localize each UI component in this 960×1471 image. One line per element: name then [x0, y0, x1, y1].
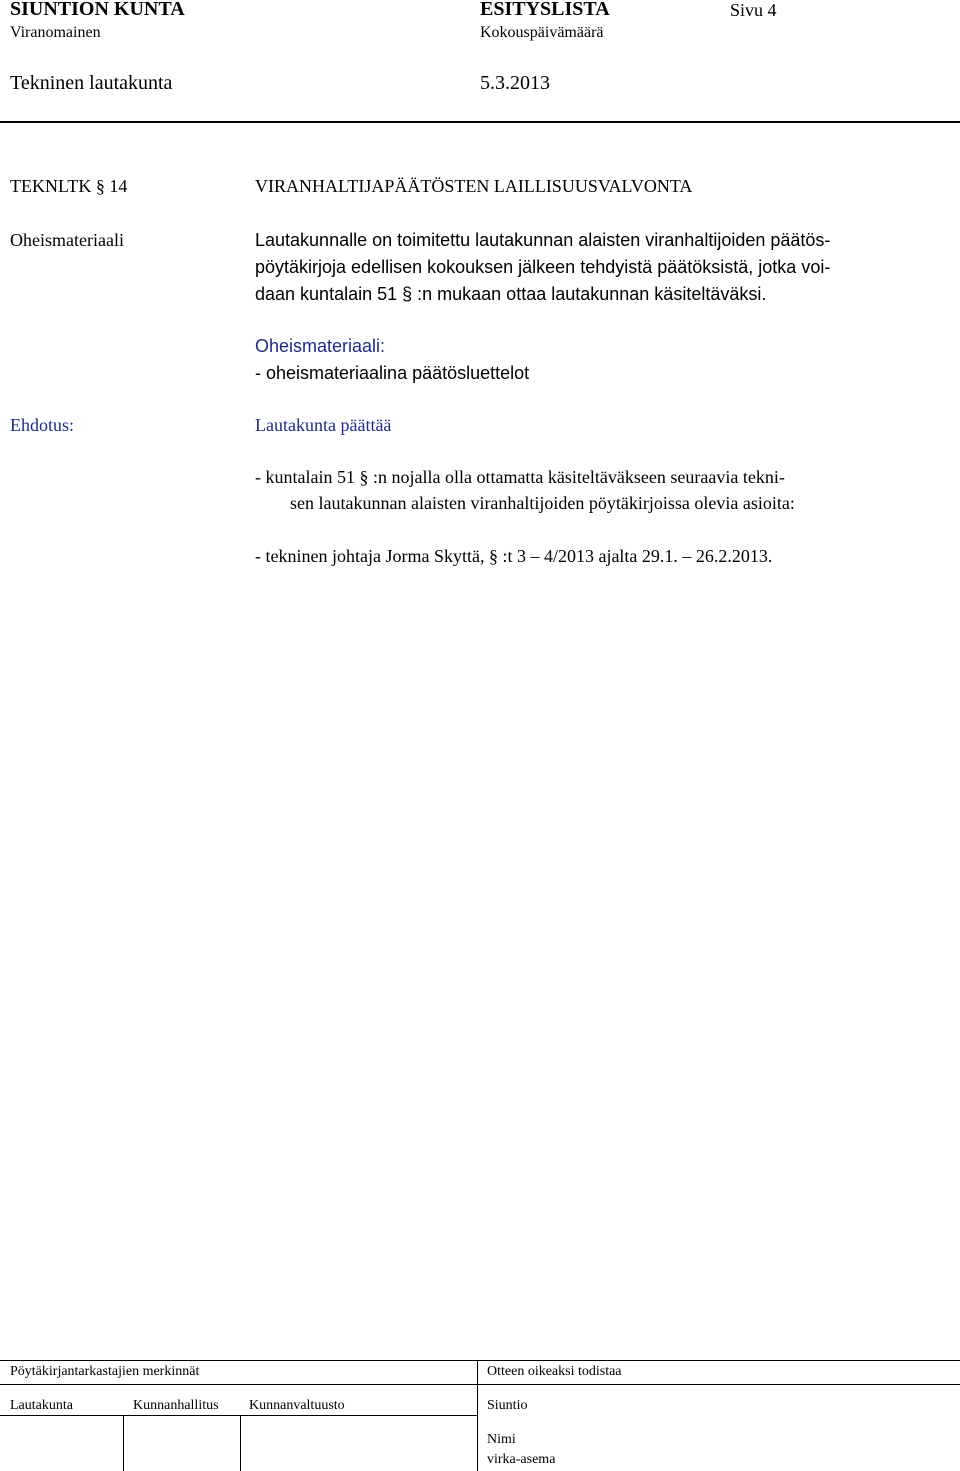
footer-divider-1 [123, 1415, 124, 1471]
reviewers-label: Pöytäkirjantarkastajien merkinnät [10, 1364, 200, 1379]
document-type: ESITYSLISTA [480, 0, 610, 20]
certified-label: Otteen oikeaksi todistaa [487, 1364, 622, 1379]
footer-col-executive: Kunnanhallitus [133, 1398, 219, 1413]
section-number: TEKNLTK § 14 [10, 176, 128, 196]
page-number: Sivu 4 [730, 0, 777, 20]
attachment-heading: Oheismateriaali: [255, 336, 386, 356]
attachment-item: - oheismateriaalina päätösluettelot [255, 363, 530, 383]
footer-place: Siuntio [487, 1398, 528, 1413]
municipality-name: SIUNTION KUNTA [10, 0, 185, 20]
attachment-label: Oheismateriaali [10, 230, 124, 250]
meeting-date-label: Kokouspäivämäärä [480, 24, 604, 41]
footer-position-label: virka-asema [487, 1452, 556, 1467]
authority-name: Tekninen lautakunta [10, 72, 173, 94]
body-line-1: Lautakunnalle on toimitettu lautakunnan alaisten viranhaltijoiden päätös- [255, 230, 831, 250]
header-divider [0, 121, 960, 123]
footer-top-rule [0, 1360, 960, 1361]
footer-divider-main [477, 1360, 478, 1471]
section-title: VIRANHALTIJAPÄÄTÖSTEN LAILLISUUSVALVONTA [255, 176, 693, 196]
footer-col-board: Lautakunta [10, 1398, 73, 1413]
decision-item-1-line-1: - kuntalain 51 § :n nojalla olla ottamatta käsiteltäväkseen seuraavia tekni- [255, 467, 785, 487]
footer-col-council: Kunnanvaltuusto [249, 1398, 345, 1413]
footer-row-rule [0, 1384, 960, 1385]
body-line-2: pöytäkirjoja edellisen kokouksen jälkeen tehdyistä päätöksistä, jotka voi- [255, 257, 831, 277]
decision-item-2: - tekninen johtaja Jorma Skyttä, § :t 3 – 4/2013 ajalta 29.1. – 26.2.2013. [255, 546, 773, 566]
decision-item-1-line-2: sen lautakunnan alaisten viranhaltijoiden pöytäkirjoissa olevia asioita: [290, 493, 795, 513]
footer-signature-rule [0, 1415, 477, 1416]
footer-name-label: Nimi [487, 1432, 516, 1447]
proposal-label: Ehdotus: [10, 415, 75, 435]
body-line-3: daan kuntalain 51 § :n mukaan ottaa lautakunnan käsiteltäväksi. [255, 284, 767, 304]
meeting-date: 5.3.2013 [480, 72, 550, 94]
decision-heading: Lautakunta päättää [255, 415, 392, 435]
footer-divider-2 [240, 1415, 241, 1471]
authority-label: Viranomainen [10, 24, 101, 41]
